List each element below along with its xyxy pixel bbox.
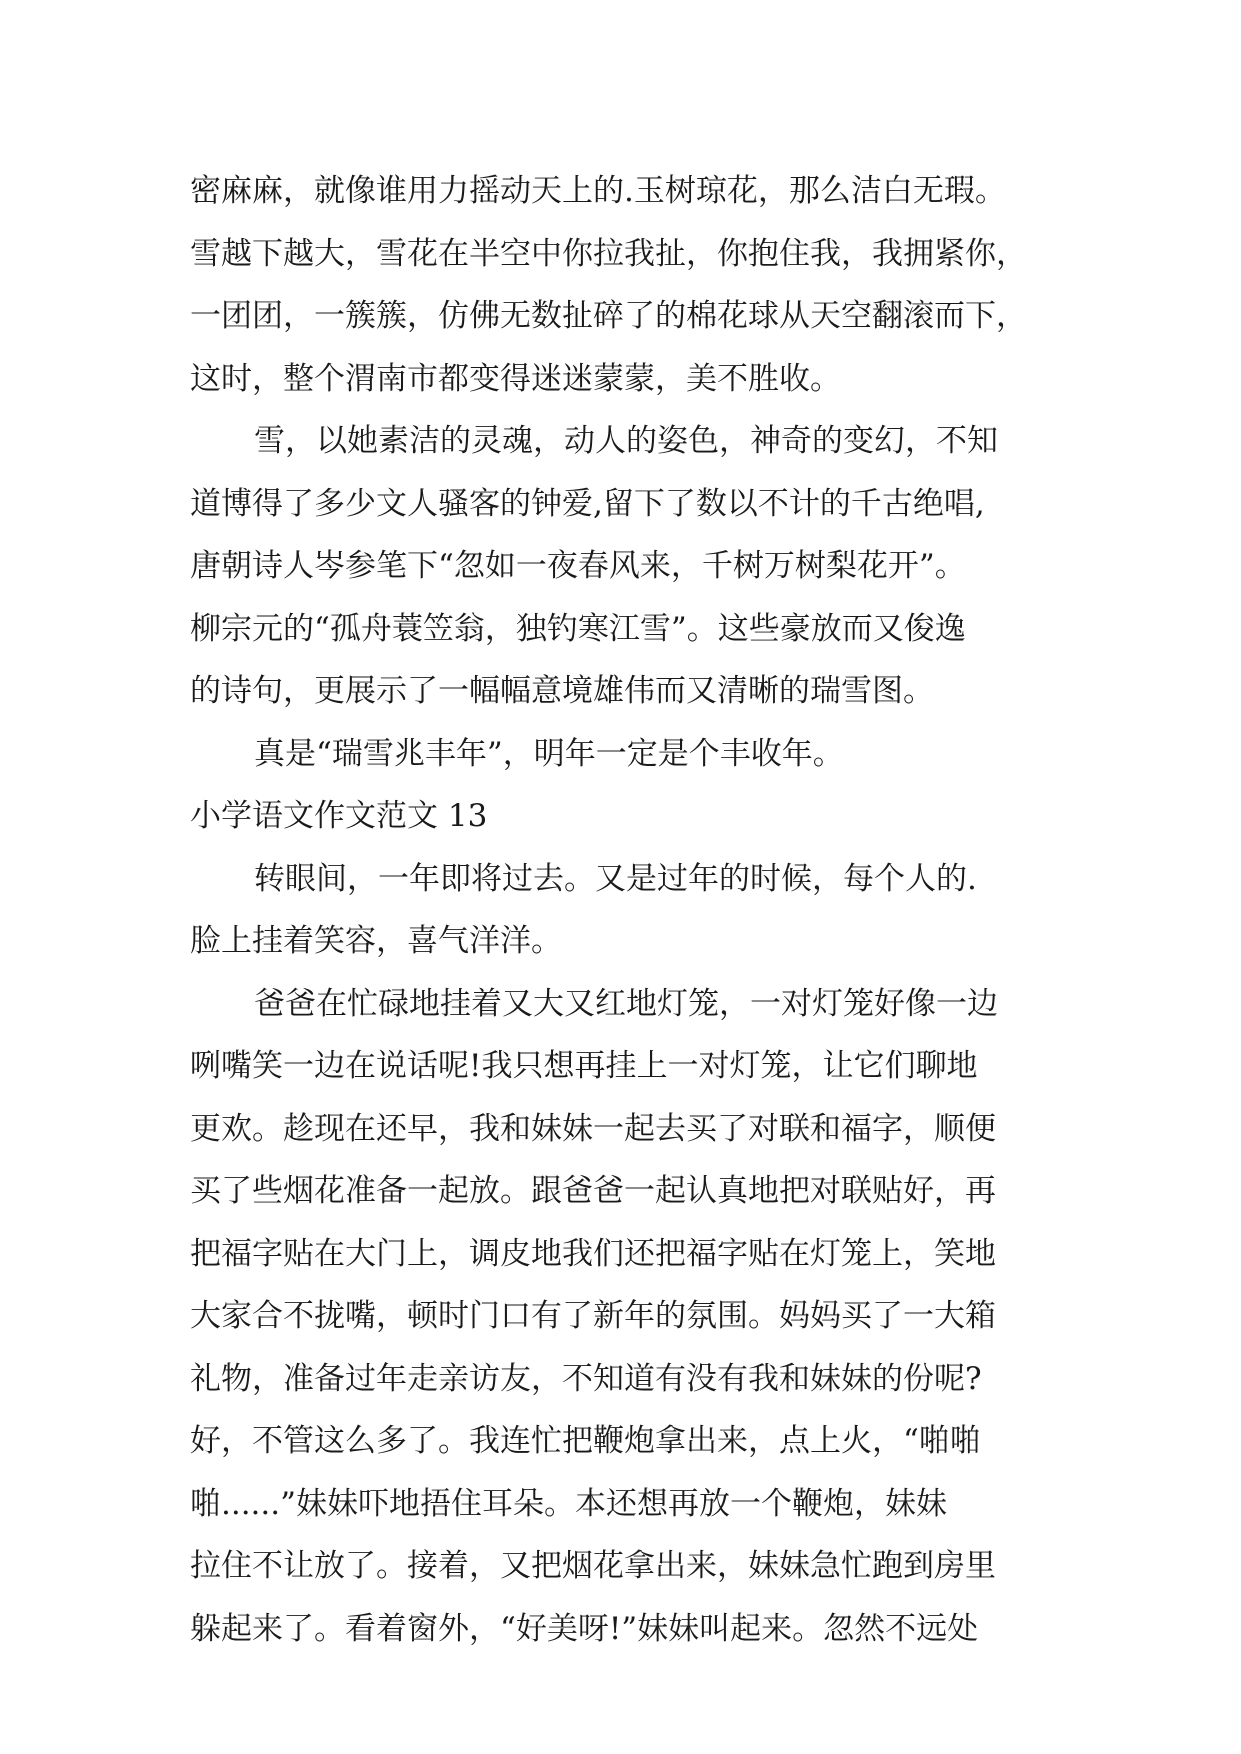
text-line: 唐朝诗人岑参笔下“忽如一夜春风来，千树万树梨花开”。 (190, 548, 966, 584)
text-line: 爸爸在忙碌地挂着又大又红地灯笼，一对灯笼好像一边 (254, 985, 998, 1022)
text-line: 好，不管这么多了。我连忙把鞭炮拿出来，点上火，“啪啪 (190, 1423, 981, 1459)
text-line: 真是“瑞雪兆丰年”，明年一定是个丰收年。 (254, 735, 844, 772)
text-line: 礼物，准备过年走亲访友，不知道有没有我和妹妹的份呢? (190, 1360, 982, 1397)
text-line: 更欢。趁现在还早，我和妹妹一起去买了对联和福字，顺便 (190, 1110, 996, 1147)
text-line: 这时，整个渭南市都变得迷迷蒙蒙，美不胜收。 (190, 360, 841, 397)
text-line: 啪......”妹妹吓地捂住耳朵。本还想再放一个鞭炮，妹妹 (190, 1485, 947, 1522)
text-line: 一团团，一簇簇，仿佛无数扯碎了的棉花球从天空翻滚而下， (190, 298, 1027, 334)
text-line: 道博得了多少文人骚客的钟爱,留下了数以不计的千古绝唱, (190, 485, 985, 522)
document-body (190, 160, 1070, 1660)
text-line: 买了些烟花准备一起放。跟爸爸一起认真地把对联贴好，再 (190, 1173, 996, 1209)
text-line: 雪，以她素洁的灵魂，动人的姿色，神奇的变幻，不知 (254, 423, 998, 459)
text-line: 咧嘴笑一边在说话呢!我只想再挂上一对灯笼，让它们聊地 (190, 1048, 978, 1084)
text-line: 把福字贴在大门上，调皮地我们还把福字贴在灯笼上，笑地 (190, 1235, 996, 1272)
text-line: 柳宗元的“孤舟蓑笠翁，独钓寒江雪”。这些豪放而又俊逸 (190, 610, 966, 647)
text-line: 拉住不让放了。接着，又把烟花拿出来，妹妹急忙跑到房里 (190, 1548, 996, 1584)
text-line: 躲起来了。看着窗外，“好美呀!”妹妹叫起来。忽然不远处 (190, 1610, 979, 1647)
text-line: 密麻麻，就像谁用力摇动天上的.玉树琼花，那么洁白无瑕。 (190, 173, 1006, 209)
text-line: 转眼间，一年即将过去。又是过年的时候，每个人的. (254, 860, 977, 897)
section-heading: 小学语文作文范文 13 (190, 798, 488, 834)
text-line: 脸上挂着笑容，喜气洋洋。 (190, 923, 562, 959)
text-line: 大家合不拢嘴，顿时门口有了新年的氛围。妈妈买了一大箱 (190, 1298, 996, 1334)
text-line: 雪越下越大，雪花在半空中你拉我扯，你抱住我，我拥紧你， (190, 235, 1027, 272)
text-line: 的诗句，更展示了一幅幅意境雄伟而又清晰的瑞雪图。 (190, 673, 934, 709)
